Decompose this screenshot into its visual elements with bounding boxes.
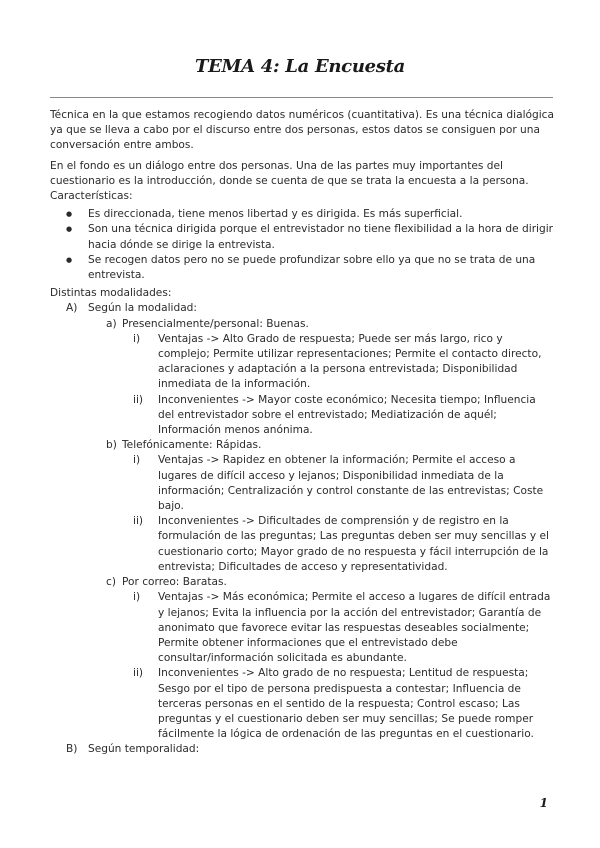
point-text: Ventajas -> Rapidez en obtener la información; Permite el acceso a lugares de difícil acceso y lejanos; Disponibilidad inmediata de la información; Centralización y control constante de las entrevistas; Coste bajo. bbox=[158, 454, 544, 513]
document-body bbox=[50, 108, 555, 758]
characteristics-list bbox=[50, 207, 555, 283]
point-marker: i) bbox=[133, 591, 141, 604]
modalities-heading: Distintas modalidades: bbox=[50, 287, 172, 300]
item-marker: a) bbox=[106, 317, 117, 330]
intro-paragraph: En el fondo es un diálogo entre dos personas. Una de las partes muy importantes del cuestionario es la introducción, donde se cuenta de que se trata la encuesta a la persona. Características: bbox=[50, 159, 529, 203]
point-advantages bbox=[50, 453, 555, 514]
point-text: Inconvenientes -> Mayor coste económico; Necesita tiempo; Influencia del entrevistador sobre el entrevistado; Mediatización de aquél; Información menos anónima. bbox=[158, 393, 536, 437]
section-b bbox=[50, 742, 555, 757]
list-item: ● Es direccionada, tiene menos libertad y es dirigida. Es más superficial. bbox=[50, 207, 555, 222]
item-label: Presencialmente/personal: Buenas. bbox=[122, 317, 309, 330]
point-marker: i) bbox=[133, 332, 141, 345]
section-a bbox=[50, 301, 555, 316]
section-label: Según temporalidad: bbox=[88, 743, 200, 756]
point-text: Ventajas -> Alto Grado de respuesta; Puede ser más largo, rico y complejo; Permite utilizar representaciones; Permite el contacto directo, aclaraciones y adaptación a la persona entrevistada; Disponibilidad inmediata de la información. bbox=[158, 332, 542, 391]
point-advantages bbox=[50, 332, 555, 393]
item-label: Telefónicamente: Rápidas. bbox=[122, 439, 262, 452]
modality-item bbox=[50, 575, 555, 590]
point-marker: i) bbox=[133, 454, 141, 467]
point-marker: ii) bbox=[133, 393, 144, 406]
page-number: 1 bbox=[539, 796, 548, 810]
item-marker: c) bbox=[106, 576, 116, 589]
title-divider bbox=[50, 97, 553, 98]
item-label: Por correo: Baratas. bbox=[122, 576, 227, 589]
point-marker: ii) bbox=[133, 667, 144, 680]
point-text: Ventajas -> Más económica; Permite el acceso a lugares de difícil entrada y lejanos; Evita la influencia por la acción del entrevistador; Garantía de anonimato que favorece evitar las respuestas deseables socialmente; Permite obtener informaciones que el entrevistado debe consultar/información solicitada es abundante. bbox=[158, 591, 551, 665]
point-disadvantages bbox=[50, 666, 555, 742]
modality-item bbox=[50, 438, 555, 453]
point-text: Inconvenientes -> Alto grado de no respuesta; Lentitud de respuesta; Sesgo por el tipo de persona predispuesta a contestar; Influencia de terceras personas en el sentido de la respuesta; Control escaso; Las preguntas y el cuestionario deben ser muy sencillas; Se puede romper fácilmente la lógica de ordenación de las preguntas en el cuestionario. bbox=[158, 667, 534, 741]
list-item: ● Se recogen datos pero no se puede profundizar sobre ello ya que no se trata de una entrevista. bbox=[50, 253, 555, 283]
point-disadvantages bbox=[50, 393, 555, 439]
section-marker: A) bbox=[66, 302, 78, 315]
modality-item bbox=[50, 317, 555, 332]
point-text: Inconvenientes -> Dificultades de comprensión y de registro en la formulación de las preguntas; Las preguntas deben ser muy sencillas y el cuestionario corto; Mayor grado de no respuesta y fácil interrupción de la entrevista; Dificultades de acceso y representatividad. bbox=[158, 515, 549, 573]
list-item: ● Son una técnica dirigida porque el entrevistador no tiene flexibilidad a la hora de dirigir hacia dónde se dirige la entrevista. bbox=[50, 222, 555, 252]
point-disadvantages bbox=[50, 514, 555, 575]
intro-paragraph: Técnica en la que estamos recogiendo datos numéricos (cuantitativa). Es una técnica dialógica ya que se lleva a cabo por el discurso entre dos personas, estos datos se consiguen por una conversación entre ambos. bbox=[50, 109, 554, 152]
section-marker: B) bbox=[66, 743, 78, 756]
section-label: Según la modalidad: bbox=[88, 302, 197, 315]
point-advantages bbox=[50, 590, 555, 666]
page-title: TEMA 4: La Encuesta bbox=[194, 56, 405, 77]
point-marker: ii) bbox=[133, 515, 144, 528]
item-marker: b) bbox=[106, 439, 117, 452]
